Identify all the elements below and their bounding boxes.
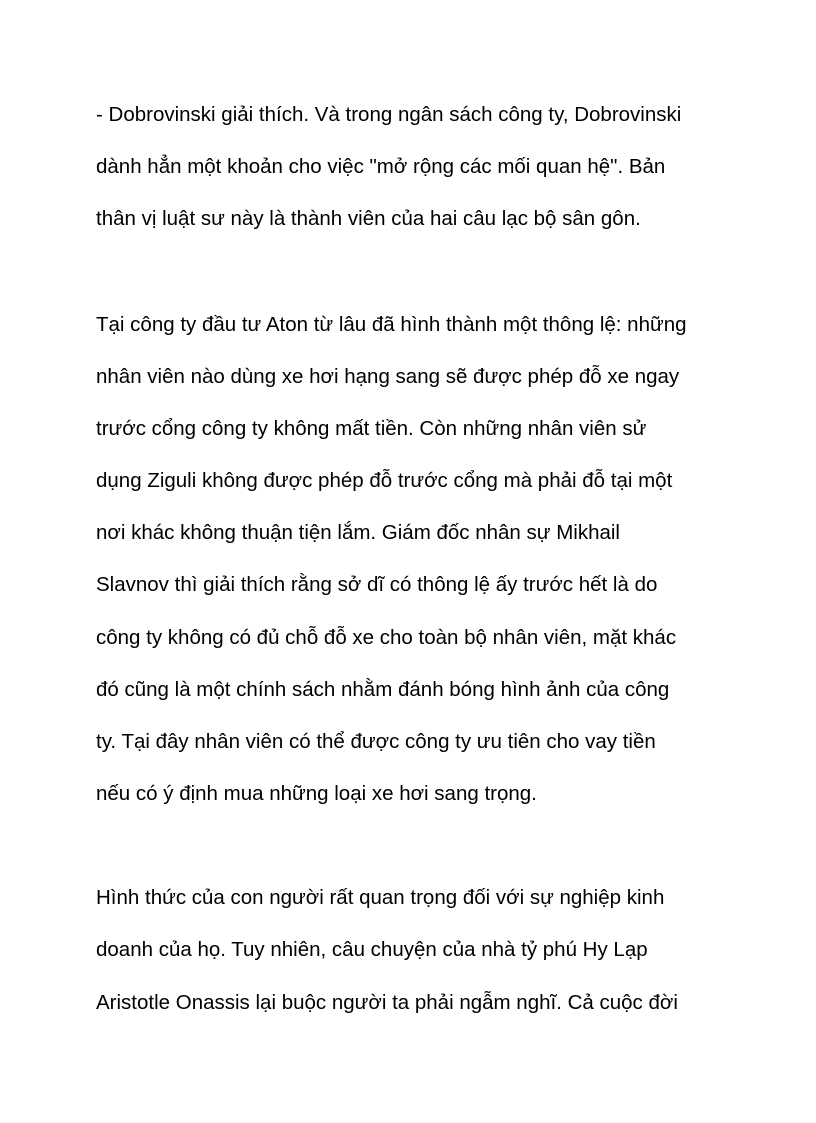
text-line: Slavnov thì giải thích rằng sở dĩ có thông lệ ấy trước hết là do xyxy=(96,573,658,596)
text-line: đó cũng là một chính sách nhằm đánh bóng hình ảnh của công xyxy=(96,678,670,701)
text-line: nơi khác không thuận tiện lắm. Giám đốc nhân sự Mikhail xyxy=(96,521,620,544)
text-line: dụng Ziguli không được phép đỗ trước cổng mà phải đỗ tại một xyxy=(96,469,673,492)
text-line: Tại công ty đầu tư Aton từ lâu đã hình thành một thông lệ: những xyxy=(96,313,687,336)
text-line: doanh của họ. Tuy nhiên, câu chuyện của nhà tỷ phú Hy Lạp xyxy=(96,938,648,961)
text-line: Aristotle Onassis lại buộc người ta phải ngẫm nghĩ. Cả cuộc đời xyxy=(96,991,678,1014)
text-line: Hình thức của con người rất quan trọng đối với sự nghiệp kinh xyxy=(96,886,665,909)
text-line: nếu có ý định mua những loại xe hơi sang trọng. xyxy=(96,782,537,805)
text-line: nhân viên nào dùng xe hơi hạng sang sẽ được phép đỗ xe ngay xyxy=(96,365,680,388)
text-line: trước cổng công ty không mất tiền. Còn những nhân viên sử xyxy=(96,417,647,440)
text-line: công ty không có đủ chỗ đỗ xe cho toàn bộ nhân viên, mặt khác xyxy=(96,626,677,649)
text-line: thân vị luật sư này là thành viên của hai câu lạc bộ sân gôn. xyxy=(96,207,641,230)
text-line: - Dobrovinski giải thích. Và trong ngân sách công ty, Dobrovinski xyxy=(96,103,682,126)
text-line: ty. Tại đây nhân viên có thể được công ty ưu tiên cho vay tiền xyxy=(96,730,656,753)
text-line: dành hẳn một khoản cho việc "mở rộng các mối quan hệ". Bản xyxy=(96,155,666,178)
